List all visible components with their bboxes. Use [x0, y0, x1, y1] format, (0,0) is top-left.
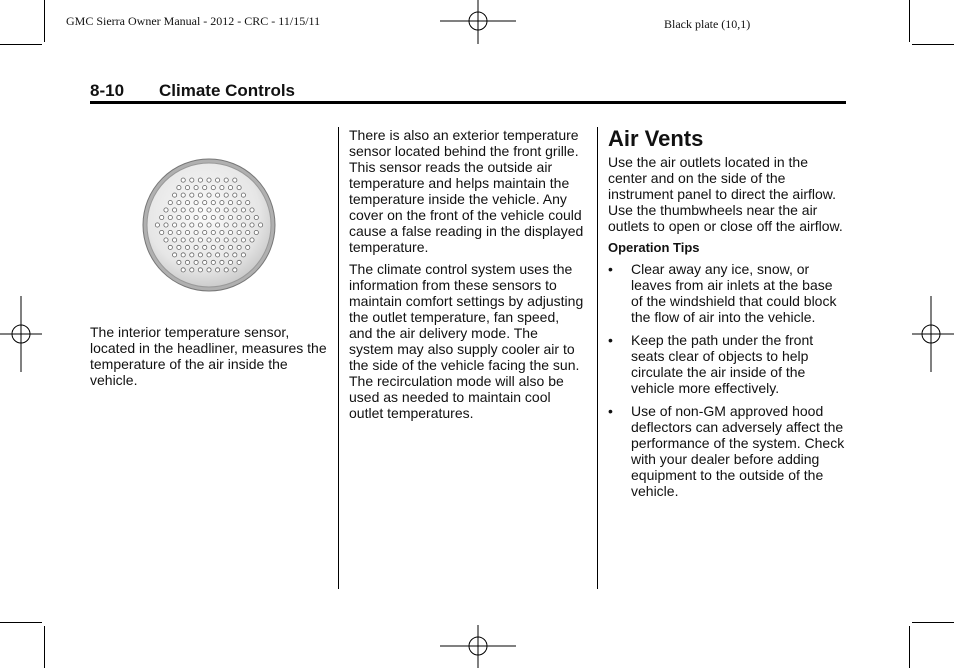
print-header-right: Black plate (10,1)	[664, 17, 751, 31]
grille-hole	[203, 245, 207, 249]
grille-hole	[207, 193, 211, 197]
grille-hole	[181, 178, 185, 182]
grille-hole	[203, 215, 207, 219]
section-title: Climate Controls	[159, 81, 296, 100]
grille-hole	[177, 260, 181, 264]
subheading: Operation Tips	[608, 240, 700, 255]
grille-hole	[168, 245, 172, 249]
figure-caption-column	[90, 324, 330, 394]
grille-hole	[207, 178, 211, 182]
grille-hole	[173, 253, 177, 257]
grille-hole	[181, 223, 185, 227]
grille-hole	[155, 223, 159, 227]
grille-hole	[177, 215, 181, 219]
crop-mark	[44, 0, 45, 42]
grille-hole	[207, 268, 211, 272]
grille-hole	[198, 253, 202, 257]
grille-hole	[185, 215, 189, 219]
temperature-sensor-icon	[141, 157, 277, 293]
grille-hole	[173, 238, 177, 242]
grille-hole	[220, 230, 224, 234]
body-column-2	[349, 127, 585, 427]
grille-hole	[194, 245, 198, 249]
grille-hole	[190, 223, 194, 227]
grille-hole	[203, 186, 207, 190]
grille-hole	[198, 193, 202, 197]
crop-mark	[0, 622, 42, 623]
grille-hole	[233, 193, 237, 197]
grille-hole	[173, 208, 177, 212]
grille-hole	[233, 268, 237, 272]
grille-hole	[237, 186, 241, 190]
grille-hole	[241, 238, 245, 242]
grille-hole	[185, 230, 189, 234]
grille-hole	[181, 193, 185, 197]
grille-hole	[164, 223, 168, 227]
grille-hole	[216, 253, 220, 257]
grille-hole	[207, 253, 211, 257]
grille-hole	[190, 253, 194, 257]
grille-hole	[224, 208, 228, 212]
grille-hole	[246, 201, 250, 205]
column-divider	[597, 127, 598, 589]
grille-hole	[237, 260, 241, 264]
tips-list	[608, 261, 846, 499]
print-header-left: GMC Sierra Owner Manual - 2012 - CRC - 11/15/11	[66, 14, 321, 28]
grille-hole	[216, 268, 220, 272]
grille-hole	[211, 201, 215, 205]
figure-caption: The interior temperature sensor, located in the headliner, measures the temperature of the air inside the vehicle.	[90, 324, 327, 388]
grille-hole	[220, 245, 224, 249]
list-item: • Use of non-GM approved hood deflectors can adversely affect the performance of the system. Check with your dealer before adding equipment to the outside of the vehicle.	[608, 403, 845, 499]
grille-hole	[164, 208, 168, 212]
grille-hole	[198, 223, 202, 227]
crop-mark	[912, 622, 954, 623]
grille-hole	[207, 208, 211, 212]
grille-hole	[237, 245, 241, 249]
grille-hole	[185, 201, 189, 205]
list-item: • Keep the path under the front seats clear of objects to help circulate the air inside of the vehicle more effectively.	[608, 332, 814, 396]
grille-hole	[246, 230, 250, 234]
grille-hole	[216, 178, 220, 182]
grille-hole	[241, 253, 245, 257]
grille-hole	[198, 178, 202, 182]
grille-hole	[181, 208, 185, 212]
registration-mark-icon	[0, 296, 42, 372]
paragraph: There is also an exterior temperature sensor located behind the front grille. This sensor reads the outside air temperature and helps maintain the temperature inside the vehicle. Any cover on the front of the vehicle could cause a false reading in the displayed temperature.	[349, 127, 584, 255]
registration-mark-icon	[912, 296, 954, 372]
grille-hole	[250, 223, 254, 227]
grille-hole	[228, 215, 232, 219]
grille-hole	[250, 208, 254, 212]
grille-hole	[190, 208, 194, 212]
grille-hole	[190, 238, 194, 242]
crop-mark	[44, 626, 45, 668]
paragraph: Use the air outlets located in the center and on the side of the instrument panel to direct the airflow. Use the thumbwheels near the air outlets to open or close off the airflow.	[608, 154, 843, 234]
grille-hole	[246, 245, 250, 249]
grille-hole	[194, 186, 198, 190]
grille-hole	[250, 238, 254, 242]
grille-hole	[228, 186, 232, 190]
grille-hole	[228, 260, 232, 264]
grille-hole	[216, 238, 220, 242]
bullet-icon: •	[608, 403, 613, 419]
grille-hole	[198, 208, 202, 212]
grille-hole	[185, 245, 189, 249]
grille-hole	[228, 245, 232, 249]
grille-hole	[216, 208, 220, 212]
grille-hole	[190, 193, 194, 197]
column-divider	[338, 127, 339, 589]
grille-hole	[160, 215, 164, 219]
grille-hole	[168, 201, 172, 205]
grille-hole	[203, 230, 207, 234]
grille-hole	[228, 230, 232, 234]
grille-hole	[168, 230, 172, 234]
grille-hole	[254, 230, 258, 234]
grille-hole	[241, 208, 245, 212]
grille-hole	[190, 268, 194, 272]
grille-hole	[211, 186, 215, 190]
grille-hole	[194, 260, 198, 264]
grille-hole	[207, 238, 211, 242]
grille-hole	[203, 201, 207, 205]
crop-mark	[909, 626, 910, 668]
grille-hole	[194, 201, 198, 205]
grille-hole	[220, 186, 224, 190]
grille-hole	[228, 201, 232, 205]
paragraph: The climate control system uses the information from these sensors to maintain comfort settings by adjusting the outlet temperature, fan speed, and the air delivery mode. The system may also supply cooler air to the side of the vehicle facing the sun. The recirculation mode will also be used as needed to maintain cool outlet temperatures.	[349, 261, 584, 421]
grille-hole	[198, 268, 202, 272]
grille-hole	[177, 245, 181, 249]
grille-hole	[177, 201, 181, 205]
grille-hole	[224, 193, 228, 197]
grille-hole	[185, 186, 189, 190]
grille-hole	[237, 230, 241, 234]
body-column-3	[608, 127, 846, 506]
grille-hole	[241, 193, 245, 197]
grille-hole	[216, 193, 220, 197]
grille-hole	[194, 215, 198, 219]
list-item: • Clear away any ice, snow, or leaves from air inlets at the base of the windshield that could block the flow of air into the vehicle.	[608, 261, 837, 325]
grille-hole	[224, 238, 228, 242]
grille-hole	[246, 215, 250, 219]
grille-hole	[211, 260, 215, 264]
grille-hole	[224, 268, 228, 272]
bullet-icon: •	[608, 261, 613, 277]
bullet-icon: •	[608, 332, 613, 348]
grille-hole	[190, 178, 194, 182]
grille-hole	[185, 260, 189, 264]
header-rule	[90, 101, 846, 104]
running-head	[90, 81, 295, 101]
grille-hole	[254, 215, 258, 219]
grille-hole	[237, 215, 241, 219]
crop-mark	[912, 44, 954, 45]
section-heading: Air Vents	[608, 126, 704, 151]
grille-hole	[233, 178, 237, 182]
grille-hole	[177, 186, 181, 190]
grille-hole	[181, 238, 185, 242]
grille-hole	[224, 253, 228, 257]
registration-mark-icon	[440, 0, 516, 44]
grille-hole	[160, 230, 164, 234]
grille-hole	[198, 238, 202, 242]
grille-hole	[220, 260, 224, 264]
page-number: 8-10	[90, 81, 125, 100]
grille-hole	[237, 201, 241, 205]
grille-hole	[164, 238, 168, 242]
grille-hole	[173, 223, 177, 227]
grille-hole	[233, 208, 237, 212]
grille-hole	[233, 253, 237, 257]
grille-hole	[233, 223, 237, 227]
registration-mark-icon	[440, 625, 516, 668]
grille-hole	[220, 215, 224, 219]
grille-hole	[224, 178, 228, 182]
grille-hole	[211, 215, 215, 219]
crop-mark	[0, 44, 42, 45]
grille-hole	[194, 230, 198, 234]
grille-hole	[211, 230, 215, 234]
grille-hole	[168, 215, 172, 219]
grille-hole	[233, 238, 237, 242]
grille-hole	[181, 268, 185, 272]
crop-mark	[909, 0, 910, 42]
grille-hole	[259, 223, 263, 227]
grille-hole	[177, 230, 181, 234]
grille-hole	[181, 253, 185, 257]
grille-hole	[216, 223, 220, 227]
grille-hole	[241, 223, 245, 227]
grille-hole	[224, 223, 228, 227]
grille-hole	[203, 260, 207, 264]
grille-hole	[211, 245, 215, 249]
grille-hole	[220, 201, 224, 205]
grille-hole	[207, 223, 211, 227]
grille-hole	[173, 193, 177, 197]
